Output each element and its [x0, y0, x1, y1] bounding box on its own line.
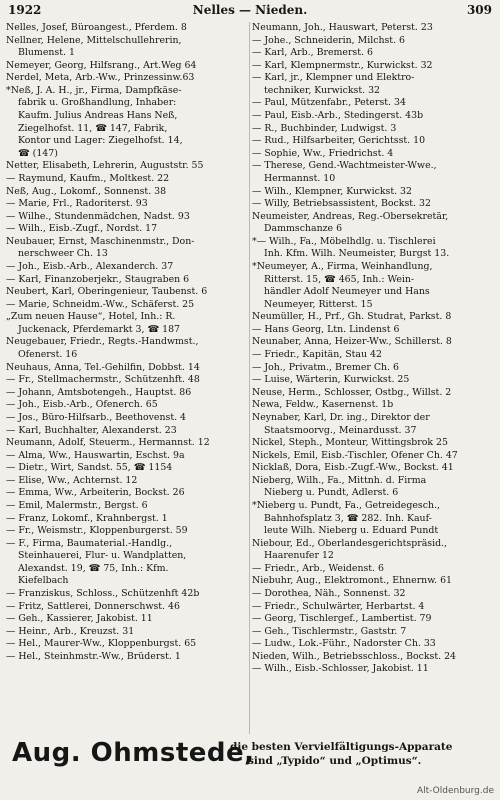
entry-line: — Geh., Kassierer, Jakobist. 11: [6, 613, 153, 625]
directory-entry: [6, 198, 248, 211]
directory-entry: [6, 462, 248, 475]
directory-entry: [252, 324, 494, 337]
directory-entry: [6, 211, 248, 224]
entry-line: Neß, Aug., Lokomf., Sonnenst. 38: [6, 185, 167, 197]
entry-line: — Dorothea, Näh., Sonnenst. 32: [252, 588, 406, 600]
directory-entry: [252, 160, 494, 185]
entry-line: — Ludw., Lok.-Führ., Nadorster Ch. 33: [252, 638, 436, 650]
advert-text: [230, 740, 452, 768]
directory-entry: [252, 47, 494, 60]
entry-line: *Nieberg u. Pundt, Fa., Getreidegesch.,: [252, 499, 440, 511]
entry-line: — Karl, Finanzoberjekr., Staugraben 6: [6, 273, 190, 285]
directory-entry: [6, 160, 248, 173]
entry-line: *Neß, J. A. H., jr., Firma, Dampfkäse-: [6, 84, 182, 96]
entry-line: — Marie, Frl., Radoriterst. 93: [6, 198, 148, 210]
entry-line: — Heinr., Arb., Kreuzst. 31: [6, 625, 135, 637]
entry-line: — Fr., Weismstr., Kloppenburgerst. 59: [6, 525, 188, 537]
entry-line: Neunaber, Anna, Heizer-Ww., Schillerst. 8: [252, 336, 452, 348]
entry-line: — Friedr., Arb., Weidenst. 6: [252, 562, 384, 574]
entry-line: — Hel., Maurer-Ww., Kloppenburgst. 65: [6, 638, 197, 650]
entry-line: — Raymund, Kaufm., Moltkest. 22: [6, 172, 170, 184]
directory-entry: [252, 374, 494, 387]
directory-entry: [6, 475, 248, 488]
entry-line: — Therese, Gend.-Wachtmeister-Wwe.,: [252, 160, 437, 172]
directory-entry: [252, 613, 494, 626]
directory-entry: [6, 387, 248, 400]
directory-entry: [6, 173, 248, 186]
directory-entry: [6, 588, 248, 601]
directory-entry: [6, 311, 248, 336]
entry-continuation: Blumenst. 1: [18, 47, 75, 59]
directory-entry: [252, 412, 494, 437]
directory-entry: [6, 336, 248, 361]
entry-continuation: nerschweer Ch. 13: [18, 248, 108, 260]
entry-line: — Karl, Arb., Bremerst. 6: [252, 47, 373, 59]
entry-line: — Franziskus, Schloss., Schützenhft 42b: [6, 588, 200, 600]
directory-entry: [6, 72, 248, 85]
entry-continuation: Ziegelhofst. 11, ☎ 147, Fabrik,: [18, 122, 168, 134]
entry-line: — Johe., Schneiderin, Milchst. 6: [252, 34, 405, 46]
entry-continuation: techniker, Kurwickst. 32: [264, 84, 381, 96]
entry-continuation: Neumeyer, Ritterst. 15: [264, 298, 373, 310]
entry-continuation: Kiefelbach: [18, 575, 69, 587]
directory-entry: [6, 412, 248, 425]
directory-entry: [252, 211, 494, 236]
advert-line-1: die besten Vervielfältigungs-Apparate: [230, 741, 453, 753]
directory-entry: [252, 336, 494, 349]
directory-entry: [6, 22, 248, 35]
entry-line: Neumann, Adolf, Steuerm., Hermannst. 12: [6, 437, 210, 449]
directory-entry: [252, 638, 494, 651]
entry-line: — Wilhe., Stundenmädchen, Nadst. 93: [6, 210, 190, 222]
entry-line: Neuhaus, Anna, Tel.-Gehilfin, Dobbst. 14: [6, 361, 200, 373]
entry-continuation: händler Adolf Neumeyer und Hans: [264, 286, 430, 298]
entry-continuation: Hermannst. 10: [264, 172, 336, 184]
entry-continuation: Inh. Kfm. Wilh. Neumeister, Burgst 13.: [264, 248, 450, 260]
directory-entry: [252, 110, 494, 123]
entry-continuation: Steinhauerei, Flur- u. Wandplatten,: [18, 550, 187, 562]
entry-line: — Willy, Betriebsassistent, Bockst. 32: [252, 198, 431, 210]
entry-line: Neumeister, Andreas, Reg.-Obersekretär,: [252, 210, 449, 222]
entry-line: Nemeyer, Georg, Hilfsrang., Art.Weg 64: [6, 59, 197, 71]
directory-entry: [252, 663, 494, 676]
entry-line: Neumüller, H., Prf., Gh. Studrat, Parkst. 8: [252, 311, 452, 323]
advertisement: [12, 738, 492, 774]
entry-line: — R., Buchbinder, Ludwigst. 3: [252, 122, 397, 134]
entry-line: Nieberg, Wilh., Fa., Mittnh. d. Firma: [252, 474, 427, 486]
directory-entry: [252, 198, 494, 211]
entry-continuation: ☎ (147): [18, 147, 58, 159]
entry-line: — Emma, Ww., Arbeiterin, Bockst. 26: [6, 487, 185, 499]
directory-entry: [6, 538, 248, 588]
entry-line: *Neumeyer, A., Firma, Weinhandlung,: [252, 260, 433, 272]
directory-entry: [6, 651, 248, 664]
left-column: [6, 22, 248, 734]
header-year: 1922: [8, 3, 42, 17]
directory-entry: [6, 399, 248, 412]
entry-line: — Jos., Büro-Hilfsarb., Beethovenst. 4: [6, 411, 187, 423]
watermark: Alt-Oldenburg.de: [416, 786, 494, 796]
directory-entry: [6, 613, 248, 626]
entry-line: — Wilh., Eisb.-Schlosser, Jakobist. 11: [252, 663, 429, 675]
directory-entry: [252, 651, 494, 664]
entry-continuation: Ritterst. 15, ☎ 465, Inh.: Wein-: [264, 273, 415, 285]
directory-entry: [6, 286, 248, 299]
directory-entry: [252, 22, 494, 35]
entry-continuation: Juckenack, Pferdemarkt 3, ☎ 187: [18, 323, 181, 335]
directory-entry: [252, 538, 494, 563]
entry-continuation: Staatsmoorvg., Meinardusst. 37: [264, 424, 417, 436]
entry-line: — Friedr., Kapitän, Stau 42: [252, 349, 382, 361]
entry-line: — Fr., Stellmachermstr., Schützenhft. 48: [6, 374, 200, 386]
entry-line: — Geh., Tischlermstr., Gaststr. 7: [252, 625, 407, 637]
directory-entry: [252, 349, 494, 362]
directory-entry: [252, 72, 494, 97]
entry-line: Nellner, Helene, Mittelschullehrerin,: [6, 34, 182, 46]
entry-line: Nelles, Josef, Büroangest., Pferdem. 8: [6, 22, 187, 33]
directory-entry: [252, 362, 494, 375]
directory-entry: [252, 261, 494, 311]
entry-line: — Karl, Buchhalter, Alexanderst. 23: [6, 424, 177, 436]
entry-continuation: Alexandst. 19, ☎ 75, Inh.: Kfm.: [18, 562, 169, 574]
advert-line-2: sind „Typido“ und „Optimus“.: [248, 755, 422, 767]
entry-continuation: Nieberg u. Pundt, Adlerst. 6: [264, 487, 399, 499]
entry-line: Netter, Elisabeth, Lehrerin, Auguststr. 55: [6, 160, 204, 172]
entry-line: — Johann, Amtsbotengeh., Hauptst. 86: [6, 386, 192, 398]
directory-entry: [252, 575, 494, 588]
directory-entry: [252, 148, 494, 161]
entry-continuation: Kontor und Lager: Ziegelhofst. 14,: [18, 135, 183, 147]
page-header: [8, 3, 492, 20]
directory-entry: [6, 362, 248, 375]
entry-continuation: Ofenerst. 16: [18, 349, 78, 361]
entry-line: — Emil, Malermstr., Bergst. 6: [6, 499, 148, 511]
directory-entry: [6, 236, 248, 261]
directory-entry: [6, 513, 248, 526]
page-number: 309: [466, 3, 492, 17]
entry-line: — Marie, Schneidm.-Ww., Schäferst. 25: [6, 298, 195, 310]
directory-entry: [6, 261, 248, 274]
entry-continuation: Bahnhofsplatz 3, ☎ 282. Inh. Kauf-: [264, 512, 432, 524]
entry-line: „Zum neuen Hause“, Hotel, Inh.: R.: [6, 311, 176, 323]
directory-entry: [6, 299, 248, 312]
directory-entry: [252, 601, 494, 614]
advert-name: Aug. Ohmstede,: [12, 738, 255, 768]
directory-entry: [6, 223, 248, 236]
right-column: [252, 22, 494, 734]
directory-entry: [6, 638, 248, 651]
entry-line: Newa, Feldw., Kasernenst. 1b: [252, 399, 394, 411]
directory-entry: [252, 186, 494, 199]
directory-entry: [6, 35, 248, 60]
entry-line: — Wilh., Eisb.-Zugf., Nordst. 17: [6, 223, 158, 235]
entry-line: Neuse, Herm., Schlosser, Ostbg., Willst. 2: [252, 386, 452, 398]
entry-line: — Friedr., Schulwärter, Herbartst. 4: [252, 600, 425, 612]
column-divider: [249, 22, 250, 734]
directory-entry: [252, 236, 494, 261]
entry-line: — Elise, Ww., Achternst. 12: [6, 474, 138, 486]
directory-entry: [252, 563, 494, 576]
entry-line: — Franz, Lokomf., Krahnbergst. 1: [6, 512, 168, 524]
entry-line: — Dietr., Wirt, Sandst. 55, ☎ 1154: [6, 462, 173, 474]
entry-line: — Rud., Hilfsarbeiter, Gerichtsst. 10: [252, 135, 426, 147]
entry-line: — Joh., Eisb.-Arb., Alexanderch. 37: [6, 260, 174, 272]
directory-entry: [6, 60, 248, 73]
directory-entry: [252, 123, 494, 136]
entry-continuation: Haarenufer 12: [264, 550, 334, 562]
entry-line: Niebour, Ed., Oberlandesgerichtspräsid.,: [252, 537, 448, 549]
directory-entry: [6, 85, 248, 160]
entry-continuation: leute Wilh. Nieberg u. Eduard Pundt: [264, 525, 439, 537]
entry-line: — Joh., Privatm., Bremer Ch. 6: [252, 361, 399, 373]
entry-line: Niebuhr, Aug., Elektromont., Ehnernw. 61: [252, 575, 453, 587]
entry-line: Neumann, Joh., Hauswart, Peterst. 23: [252, 22, 433, 33]
directory-entry: [6, 601, 248, 614]
directory-entry: [252, 387, 494, 400]
entry-line: — Georg, Tischlergef., Lambertist. 79: [252, 613, 432, 625]
entry-continuation: Dammschanze 6: [264, 223, 343, 235]
entry-line: Nerdel, Meta, Arb.-Ww., Prinzessinw.63: [6, 72, 195, 84]
directory-entry: [252, 626, 494, 639]
directory-entry: [252, 588, 494, 601]
entry-line: — Paul, Mützenfabr., Peterst. 34: [252, 97, 406, 109]
entry-continuation: Kaufm. Julius Andreas Hans Neß,: [18, 110, 178, 122]
entry-line: — Alma, Ww., Hauswartin, Eschst. 9a: [6, 449, 185, 461]
directory-entry: [252, 135, 494, 148]
directory-entry: [6, 525, 248, 538]
directory-entry: [252, 437, 494, 450]
entry-line: Nickel, Steph., Monteur, Wittingsbrok 25: [252, 437, 448, 449]
directory-entry: [6, 274, 248, 287]
entry-line: Neugebauer, Friedr., Regts.-Handwmst.,: [6, 336, 199, 348]
directory-entry: [252, 500, 494, 538]
directory-entry: [252, 311, 494, 324]
directory-entry: [6, 425, 248, 438]
directory-entry: [252, 450, 494, 463]
entry-line: Nickels, Emil, Eisb.-Tischler, Ofener Ch. 47: [252, 449, 458, 461]
entry-line: — Wilh., Klempner, Kurwickst. 32: [252, 185, 412, 197]
header-title: Nelles — Nieden.: [192, 3, 308, 17]
entry-line: Neynaber, Karl, Dr. ing., Direktor der: [252, 411, 430, 423]
entry-line: Nicklaß, Dora, Eisb.-Zugf.-Ww., Bockst. 41: [252, 462, 454, 474]
directory-entry: [252, 97, 494, 110]
directory-entry: [6, 626, 248, 639]
directory-entry: [6, 500, 248, 513]
entry-line: — Hel., Steinhmstr.-Ww., Brüderst. 1: [6, 650, 181, 662]
entry-line: — F., Firma, Baumaterial.-Handlg.,: [6, 537, 173, 549]
entry-line: — Karl, Klempnermstr., Kurwickst. 32: [252, 59, 433, 71]
directory-entry: [252, 475, 494, 500]
directory-entry: [6, 186, 248, 199]
entry-line: Neubert, Karl, Oberingenieur, Taubenst. 6: [6, 286, 208, 298]
directory-entry: [252, 399, 494, 412]
directory-entry: [252, 60, 494, 73]
entry-line: — Hans Georg, Ltn. Lindenst 6: [252, 323, 400, 335]
entry-line: — Sophie, Ww., Friedrichst. 4: [252, 147, 394, 159]
entry-line: — Joh., Eisb.-Arb., Ofenerch. 65: [6, 399, 158, 411]
directory-entry: [6, 487, 248, 500]
entry-line: — Luise, Wärterin, Kurwickst. 25: [252, 374, 410, 386]
directory-entry: [6, 450, 248, 463]
directory-entry: [6, 437, 248, 450]
entry-line: — Karl, jr., Klempner und Elektro-: [252, 72, 415, 84]
entry-line: *— Wilh., Fa., Möbelhdlg. u. Tischlerei: [252, 235, 436, 247]
entry-line: — Fritz, Sattlerei, Donnerschwst. 46: [6, 600, 180, 612]
entry-line: Neubauer, Ernst, Maschinenmstr., Don-: [6, 235, 195, 247]
directory-entry: [6, 374, 248, 387]
directory-entry: [252, 35, 494, 48]
entry-continuation: fabrik u. Großhandlung, Inhaber:: [18, 97, 177, 109]
entry-line: — Paul, Eisb.-Arb., Stedingerst. 43b: [252, 110, 424, 122]
directory-entry: [252, 462, 494, 475]
entry-line: Nieden, Wilh., Betriebsschloss., Bockst. 24: [252, 650, 457, 662]
